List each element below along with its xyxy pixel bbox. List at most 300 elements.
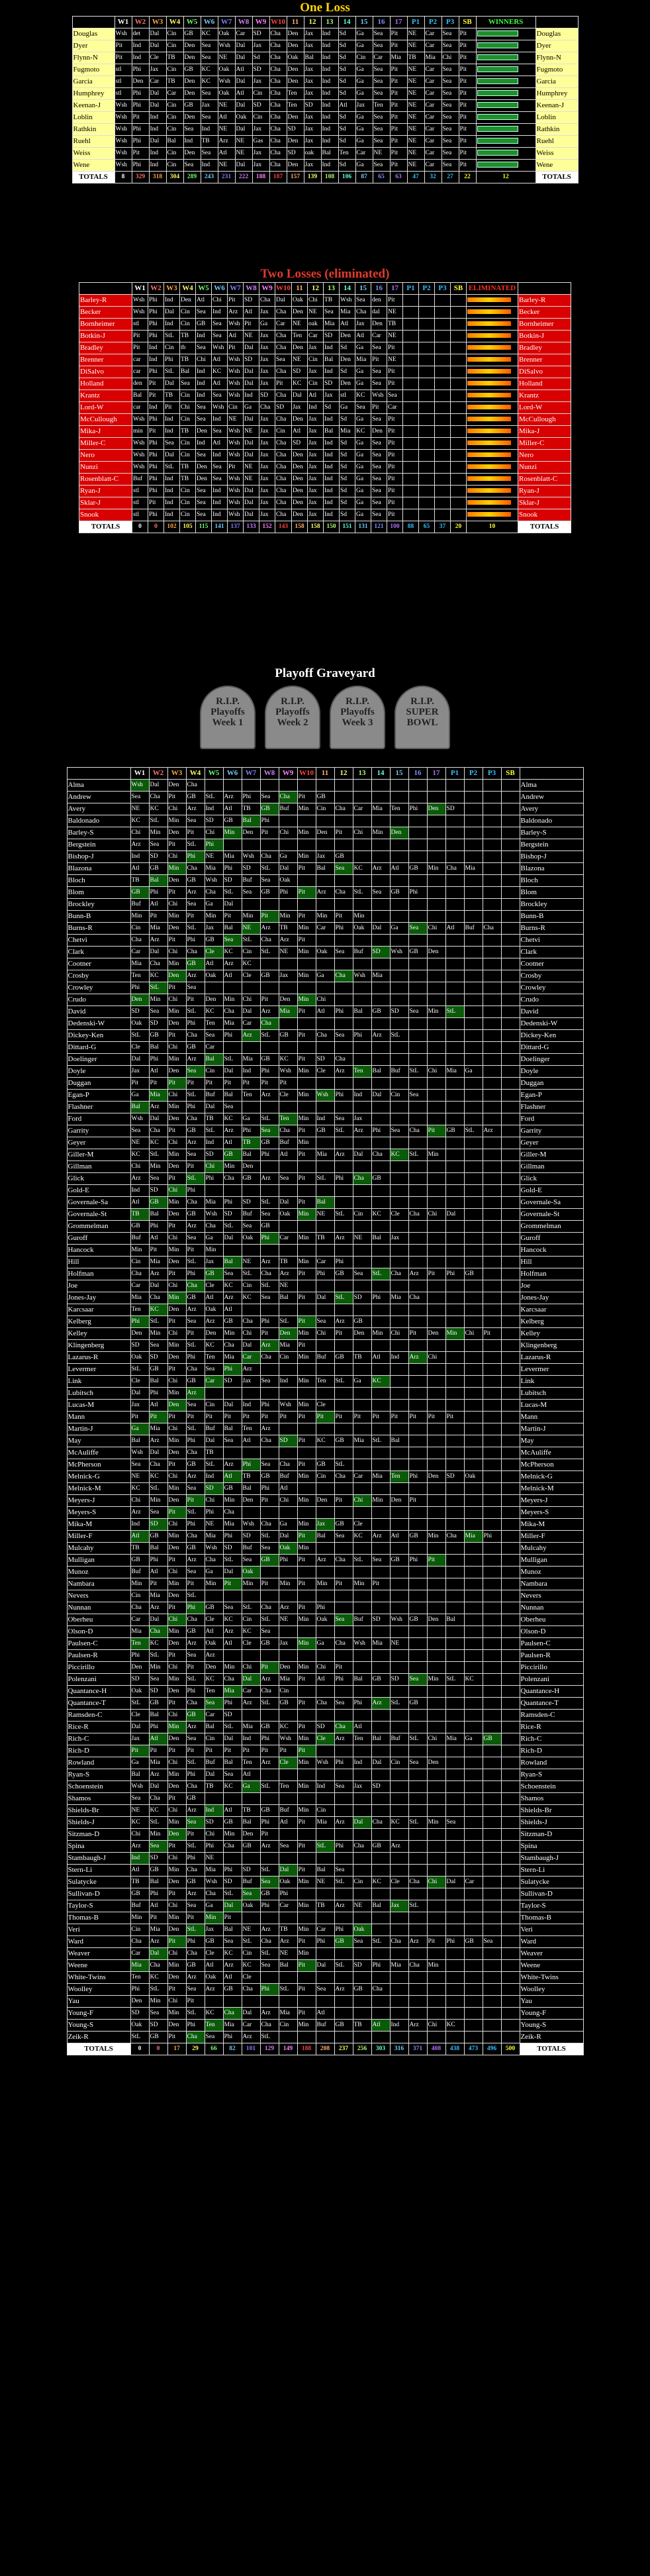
- pick-cell: Min: [427, 1960, 445, 1972]
- player-name-right: Alma: [520, 780, 583, 792]
- pick-cell: SD: [149, 851, 167, 863]
- pick-cell: GB: [186, 1960, 205, 1972]
- pick-cell-empty: [451, 450, 467, 462]
- pick-cell-empty: [390, 875, 408, 887]
- pick-cell-empty: [408, 958, 427, 970]
- pick-cell: Ind: [148, 342, 164, 354]
- pick-cell-empty: [427, 839, 445, 851]
- winner-bar: [477, 90, 518, 96]
- pick-cell: Ind: [324, 414, 340, 426]
- pick-cell-empty: [464, 1853, 483, 1865]
- pick-cell-empty: [483, 1030, 501, 1042]
- pick-cell: Phi: [148, 509, 164, 521]
- pick-cell: Phi: [148, 438, 164, 450]
- pick-cell: GB: [183, 100, 201, 112]
- header-col: 11: [316, 768, 334, 780]
- pick-cell: Sea: [334, 1865, 353, 1877]
- table-row: [67, 1531, 583, 1543]
- pick-cell: Den: [167, 1972, 186, 1984]
- tombstone-text: BOWL: [406, 717, 438, 728]
- pick-cell: Den: [292, 414, 308, 426]
- pick-cell: Cha: [334, 1638, 353, 1650]
- pick-cell: StL: [242, 1268, 260, 1280]
- total-count: 63: [390, 172, 407, 183]
- pick-cell: Pit: [297, 1722, 316, 1733]
- pick-cell-empty: [501, 1280, 520, 1292]
- pick-cell: GB: [196, 319, 212, 331]
- pick-cell: StL: [279, 1984, 297, 1996]
- pick-cell: Den: [130, 1996, 149, 2008]
- pick-cell-empty: [445, 1686, 464, 1698]
- pick-cell-empty: [464, 1805, 483, 1817]
- pick-cell-empty: [408, 1638, 427, 1650]
- pick-cell: StL: [242, 1602, 260, 1614]
- player-name: Chetvi: [67, 935, 130, 947]
- winner-cell: [476, 148, 535, 160]
- pick-cell: Cin: [180, 486, 196, 497]
- pick-cell-empty: [223, 839, 242, 851]
- pick-cell: Dal: [149, 1447, 167, 1459]
- pick-cell-empty: [451, 474, 467, 486]
- pick-cell: Cha: [130, 1268, 149, 1280]
- pick-cell: Min: [242, 911, 260, 923]
- pick-cell: Arz: [186, 970, 205, 982]
- pick-cell: Cha: [130, 1936, 149, 1948]
- pick-cell: Dal: [371, 1090, 390, 1102]
- eliminated-cell: [467, 307, 518, 319]
- table-row: [67, 1102, 583, 1113]
- pick-cell: Buf: [130, 1567, 149, 1578]
- pick-cell: SD: [292, 366, 308, 378]
- pick-cell: Pit: [387, 462, 403, 474]
- pick-cell: Cin: [228, 402, 244, 414]
- pick-cell: Wsh: [115, 100, 132, 112]
- pick-cell-empty: [501, 1113, 520, 1125]
- player-name: Glick: [67, 1173, 130, 1185]
- player-name-right: Avery: [520, 803, 583, 815]
- pick-cell-empty: [435, 450, 451, 462]
- player-name: Bloch: [67, 875, 130, 887]
- pick-cell: Phi: [316, 1602, 334, 1614]
- pick-cell: Cha: [260, 1686, 279, 1698]
- pick-cell: Cin: [166, 40, 183, 52]
- pick-cell: Sea: [371, 887, 390, 899]
- pick-cell-empty: [297, 1280, 316, 1292]
- pick-cell-empty: [408, 1257, 427, 1268]
- pick-cell: Ga: [355, 40, 373, 52]
- pick-cell: Sea: [130, 1125, 149, 1137]
- pick-cell-empty: [427, 1400, 445, 1412]
- pick-cell: GB: [205, 935, 223, 947]
- pick-cell: Ga: [464, 1066, 483, 1078]
- pick-cell-empty: [408, 2032, 427, 2043]
- pick-cell-empty: [445, 1781, 464, 1793]
- pick-cell: Sea: [186, 1149, 205, 1161]
- pick-cell: Car: [355, 148, 373, 160]
- pick-cell-empty: [464, 1900, 483, 1912]
- pick-cell: Pit: [279, 1078, 297, 1090]
- pick-cell: KC: [390, 1817, 408, 1829]
- pick-cell: Atl: [223, 1805, 242, 1817]
- pick-cell: GB: [223, 815, 242, 827]
- pick-cell: Sea: [186, 1066, 205, 1078]
- player-name: May: [67, 1435, 130, 1447]
- pick-cell-empty: [419, 319, 435, 331]
- pick-cell: Pit: [223, 1412, 242, 1423]
- pick-cell: Den: [167, 1018, 186, 1030]
- pick-cell: Wsh: [130, 1447, 149, 1459]
- header-col: SB: [501, 768, 520, 780]
- pick-cell: Car: [279, 1900, 297, 1912]
- pick-cell-empty: [483, 1245, 501, 1257]
- pick-cell-empty: [451, 331, 467, 342]
- pick-cell: Arz: [260, 1340, 279, 1352]
- pick-cell: Min: [149, 1829, 167, 1841]
- pick-cell-empty: [297, 1710, 316, 1722]
- pick-cell: Jax: [304, 112, 321, 124]
- pick-cell: Dal: [371, 1757, 390, 1769]
- pick-cell: Oak: [279, 1543, 297, 1555]
- pick-cell-empty: [464, 1316, 483, 1328]
- pick-cell: Pit: [279, 1412, 297, 1423]
- pick-cell-empty: [408, 1400, 427, 1412]
- table-row: [67, 1745, 583, 1757]
- pick-cell: Sea: [183, 160, 201, 172]
- pick-cell: Pit: [427, 1125, 445, 1137]
- pick-cell-empty: [501, 1412, 520, 1423]
- pick-cell-empty: [371, 899, 390, 911]
- pick-cell-empty: [483, 1102, 501, 1113]
- player-name-right: Blom: [520, 887, 583, 899]
- header-player-right: PLAYER: [520, 768, 583, 780]
- header-col: W7: [228, 283, 244, 295]
- table-row: [72, 100, 578, 112]
- pick-cell: Dal: [149, 100, 166, 112]
- pick-cell: Arz: [130, 839, 149, 851]
- pick-cell: Pit: [387, 474, 403, 486]
- pick-cell-empty: [483, 1316, 501, 1328]
- pick-cell: Min: [223, 1328, 242, 1340]
- pick-cell: Phi: [371, 1125, 390, 1137]
- pick-cell: Cha: [269, 76, 287, 88]
- pick-cell: Sea: [196, 414, 212, 426]
- pick-cell: Sea: [279, 1841, 297, 1853]
- pick-cell-empty: [501, 1948, 520, 1960]
- pick-cell: Mia: [371, 803, 390, 815]
- pick-cell-empty: [403, 402, 419, 414]
- pick-cell: StL: [149, 1149, 167, 1161]
- pick-cell: Min: [297, 1233, 316, 1245]
- pick-cell: SD: [242, 1531, 260, 1543]
- pick-cell-empty: [403, 462, 419, 474]
- pick-cell-empty: [501, 1590, 520, 1602]
- pick-cell: Sea: [196, 342, 212, 354]
- pick-cell: Sea: [242, 1888, 260, 1900]
- pick-cell-empty: [390, 1996, 408, 2008]
- pick-cell: Ind: [149, 160, 166, 172]
- table-row: [67, 839, 583, 851]
- pick-cell: KC: [201, 28, 218, 40]
- pick-cell-empty: [483, 1185, 501, 1197]
- pick-cell: Cin: [205, 1733, 223, 1745]
- pick-cell-empty: [427, 1078, 445, 1090]
- player-name-right: Holland: [518, 378, 571, 390]
- two-losses-table: [79, 282, 571, 533]
- pick-cell: KC: [205, 1006, 223, 1018]
- pick-cell: Bal: [371, 1233, 390, 1245]
- pick-cell: Den: [167, 1924, 186, 1936]
- table-row: [67, 1960, 583, 1972]
- pick-cell: StL: [130, 2032, 149, 2043]
- pick-cell: Mia: [279, 1340, 297, 1352]
- pick-cell: Phi: [242, 1459, 260, 1471]
- pick-cell-empty: [464, 875, 483, 887]
- pick-cell: Sea: [164, 438, 180, 450]
- pick-cell-empty: [501, 947, 520, 958]
- pick-cell: Sea: [196, 509, 212, 521]
- player-name-right: Zeik-R: [520, 2032, 583, 2043]
- total-count: 316: [390, 2043, 408, 2055]
- pick-cell-empty: [483, 1900, 501, 1912]
- table-row: [67, 1614, 583, 1626]
- pick-cell-empty: [501, 1793, 520, 1805]
- table-row: [67, 2008, 583, 2020]
- pick-cell: Car: [424, 88, 441, 100]
- pick-cell: NE: [407, 112, 424, 124]
- pick-cell: Cha: [260, 935, 279, 947]
- table-row: [67, 1018, 583, 1030]
- pick-cell: Cin: [390, 1090, 408, 1102]
- pick-cell-empty: [408, 1245, 427, 1257]
- eliminated-cell: [467, 319, 518, 331]
- player-name-right: Wene: [535, 160, 578, 172]
- pick-cell: Ind: [324, 497, 340, 509]
- player-name-right: Garcia: [535, 76, 578, 88]
- pick-cell: GB: [464, 1268, 483, 1280]
- player-name: Rosenblatt-C: [79, 474, 132, 486]
- header-player: PLAYER: [72, 17, 115, 28]
- pick-cell: Ga: [242, 1781, 260, 1793]
- pick-cell-empty: [408, 1662, 427, 1674]
- pick-cell-empty: [501, 1531, 520, 1543]
- header-col: W2: [148, 283, 164, 295]
- pick-cell-empty: [371, 1447, 390, 1459]
- pick-cell-empty: [371, 2032, 390, 2043]
- pick-cell-empty: [464, 803, 483, 815]
- total-count: 188: [297, 2043, 316, 2055]
- pick-cell: Sea: [186, 1483, 205, 1495]
- pick-cell: Pit: [459, 148, 476, 160]
- pick-cell-empty: [445, 947, 464, 958]
- player-name-right: Shamos: [520, 1793, 583, 1805]
- pick-cell: Atl: [242, 1769, 260, 1781]
- pick-cell: Dal: [205, 1435, 223, 1447]
- pick-cell: Pit: [149, 1745, 167, 1757]
- pick-cell-empty: [464, 1304, 483, 1316]
- pick-cell: TB: [180, 462, 196, 474]
- pick-cell: Ind: [321, 52, 338, 64]
- pick-cell: NE: [407, 124, 424, 136]
- pick-cell: Pit: [186, 1495, 205, 1507]
- pick-cell: TB: [279, 1257, 297, 1268]
- pick-cell: Arz: [186, 887, 205, 899]
- pick-cell: Ind: [242, 1066, 260, 1078]
- player-name-right: Shields-J: [520, 1817, 583, 1829]
- pick-cell-empty: [260, 1972, 279, 1984]
- pick-cell-empty: [445, 1602, 464, 1614]
- pick-cell-empty: [408, 1769, 427, 1781]
- pick-cell: Dal: [235, 40, 252, 52]
- pick-cell: Chi: [167, 851, 186, 863]
- pick-cell: Mia: [445, 1066, 464, 1078]
- pick-cell: Jax: [304, 160, 321, 172]
- pick-cell: Cha: [269, 136, 287, 148]
- pick-cell-empty: [427, 1567, 445, 1578]
- pick-cell: Ten: [279, 1781, 297, 1793]
- pick-cell: Bal: [149, 1710, 167, 1722]
- header-player-right: PLAYER: [535, 17, 578, 28]
- pick-cell-empty: [445, 1233, 464, 1245]
- player-name: Rowland: [67, 1757, 130, 1769]
- player-name-right: Sitzman-D: [520, 1829, 583, 1841]
- pick-cell: Cha: [275, 342, 292, 354]
- pick-cell: Min: [167, 1149, 186, 1161]
- pick-cell: Chi: [390, 1328, 408, 1340]
- pick-cell-empty: [445, 1567, 464, 1578]
- pick-cell: Cin: [205, 1066, 223, 1078]
- pick-cell: Den: [292, 474, 308, 486]
- pick-cell: Min: [167, 1626, 186, 1638]
- pick-cell-empty: [334, 1447, 353, 1459]
- pick-cell: StL: [390, 1030, 408, 1042]
- pick-cell: GB: [186, 1459, 205, 1471]
- eliminated-cell: [467, 354, 518, 366]
- pick-cell-empty: [371, 1769, 390, 1781]
- pick-cell: Min: [353, 1578, 371, 1590]
- pick-cell: KC: [242, 1960, 260, 1972]
- pick-cell: Den: [167, 875, 186, 887]
- pick-cell-empty: [390, 1769, 408, 1781]
- pick-cell: Jax: [259, 378, 275, 390]
- player-name-right: Keenan-J: [535, 100, 578, 112]
- pick-cell: Jax: [308, 486, 324, 497]
- pick-cell: SD: [287, 124, 304, 136]
- pick-cell-empty: [390, 1102, 408, 1113]
- pick-cell: Pit: [459, 40, 476, 52]
- pick-cell: Arz: [316, 887, 334, 899]
- pick-cell-empty: [353, 1912, 371, 1924]
- pick-cell: Sd: [338, 124, 355, 136]
- pick-cell: TB: [164, 390, 180, 402]
- pick-cell: Pit: [297, 1555, 316, 1567]
- pick-cell-empty: [316, 1161, 334, 1173]
- player-name: Bunn-B: [67, 911, 130, 923]
- pick-cell-empty: [223, 1996, 242, 2008]
- pick-cell-empty: [483, 994, 501, 1006]
- pick-cell: Pit: [167, 982, 186, 994]
- player-name: McAuliffe: [67, 1447, 130, 1459]
- pick-cell: Cha: [355, 307, 371, 319]
- pick-cell: Den: [427, 803, 445, 815]
- pick-cell: StL: [205, 792, 223, 803]
- pick-cell-empty: [316, 1078, 334, 1090]
- pick-cell: Pit: [186, 1578, 205, 1590]
- pick-cell-empty: [483, 1757, 501, 1769]
- pick-cell: Sd: [338, 28, 355, 40]
- pick-cell-empty: [464, 1555, 483, 1567]
- pick-cell: Arz: [149, 1268, 167, 1280]
- pick-cell: Sea: [201, 112, 218, 124]
- pick-cell-empty: [445, 1113, 464, 1125]
- pick-cell-empty: [334, 1710, 353, 1722]
- pick-cell: NE: [292, 354, 308, 366]
- pick-cell: KC: [371, 1209, 390, 1221]
- pick-cell: Cha: [269, 124, 287, 136]
- pick-cell: StL: [223, 1722, 242, 1733]
- pick-cell: Min: [297, 1638, 316, 1650]
- pick-cell: Ind: [196, 378, 212, 390]
- player-name-right: Stern-Li: [520, 1865, 583, 1877]
- pick-cell: Cha: [149, 958, 167, 970]
- pick-cell: StL: [186, 1507, 205, 1519]
- pick-cell-empty: [316, 780, 334, 792]
- pick-cell-empty: [316, 815, 334, 827]
- pick-cell: Bal: [316, 1197, 334, 1209]
- pick-cell-empty: [334, 1018, 353, 1030]
- pick-cell: Cin: [316, 803, 334, 815]
- pick-cell: Ind: [212, 414, 228, 426]
- pick-cell: Min: [167, 1865, 186, 1877]
- pick-cell-empty: [483, 1400, 501, 1412]
- pick-cell: Pit: [167, 1555, 186, 1567]
- pick-cell: Bal: [205, 1054, 223, 1066]
- eliminated-cell: [467, 450, 518, 462]
- pick-cell: Pit: [167, 839, 186, 851]
- pick-cell-empty: [483, 1865, 501, 1877]
- pick-cell-empty: [427, 1018, 445, 1030]
- pick-cell: Chi: [427, 2020, 445, 2032]
- pick-cell: Cha: [260, 1352, 279, 1364]
- pick-cell: Ten: [130, 970, 149, 982]
- pick-cell: Arz: [223, 1459, 242, 1471]
- pick-cell-empty: [464, 887, 483, 899]
- pick-cell: StL: [260, 1948, 279, 1960]
- pick-cell-empty: [390, 1245, 408, 1257]
- pick-cell: Jax: [259, 354, 275, 366]
- pick-cell: TB: [316, 1900, 334, 1912]
- pick-cell: Cha: [275, 366, 292, 378]
- pick-cell: Phi: [279, 1888, 297, 1900]
- pick-cell: Phi: [130, 1316, 149, 1328]
- player-name: Burns-R: [67, 923, 130, 935]
- player-name: White-Twins: [67, 1972, 130, 1984]
- pick-cell-empty: [464, 2020, 483, 2032]
- pick-cell-empty: [483, 1078, 501, 1090]
- pick-cell: StL: [242, 935, 260, 947]
- pick-cell: Oak: [353, 1924, 371, 1936]
- pick-cell-empty: [371, 994, 390, 1006]
- pick-cell: Min: [167, 1817, 186, 1829]
- pick-cell-empty: [419, 426, 435, 438]
- player-name-right: Weiss: [535, 148, 578, 160]
- pick-cell: SD: [244, 354, 259, 366]
- total-count: 0: [148, 521, 164, 533]
- pick-cell-empty: [427, 1030, 445, 1042]
- pick-cell-empty: [435, 402, 451, 414]
- pick-cell: NE: [407, 40, 424, 52]
- total-count: 88: [403, 521, 419, 533]
- pick-cell-empty: [408, 1161, 427, 1173]
